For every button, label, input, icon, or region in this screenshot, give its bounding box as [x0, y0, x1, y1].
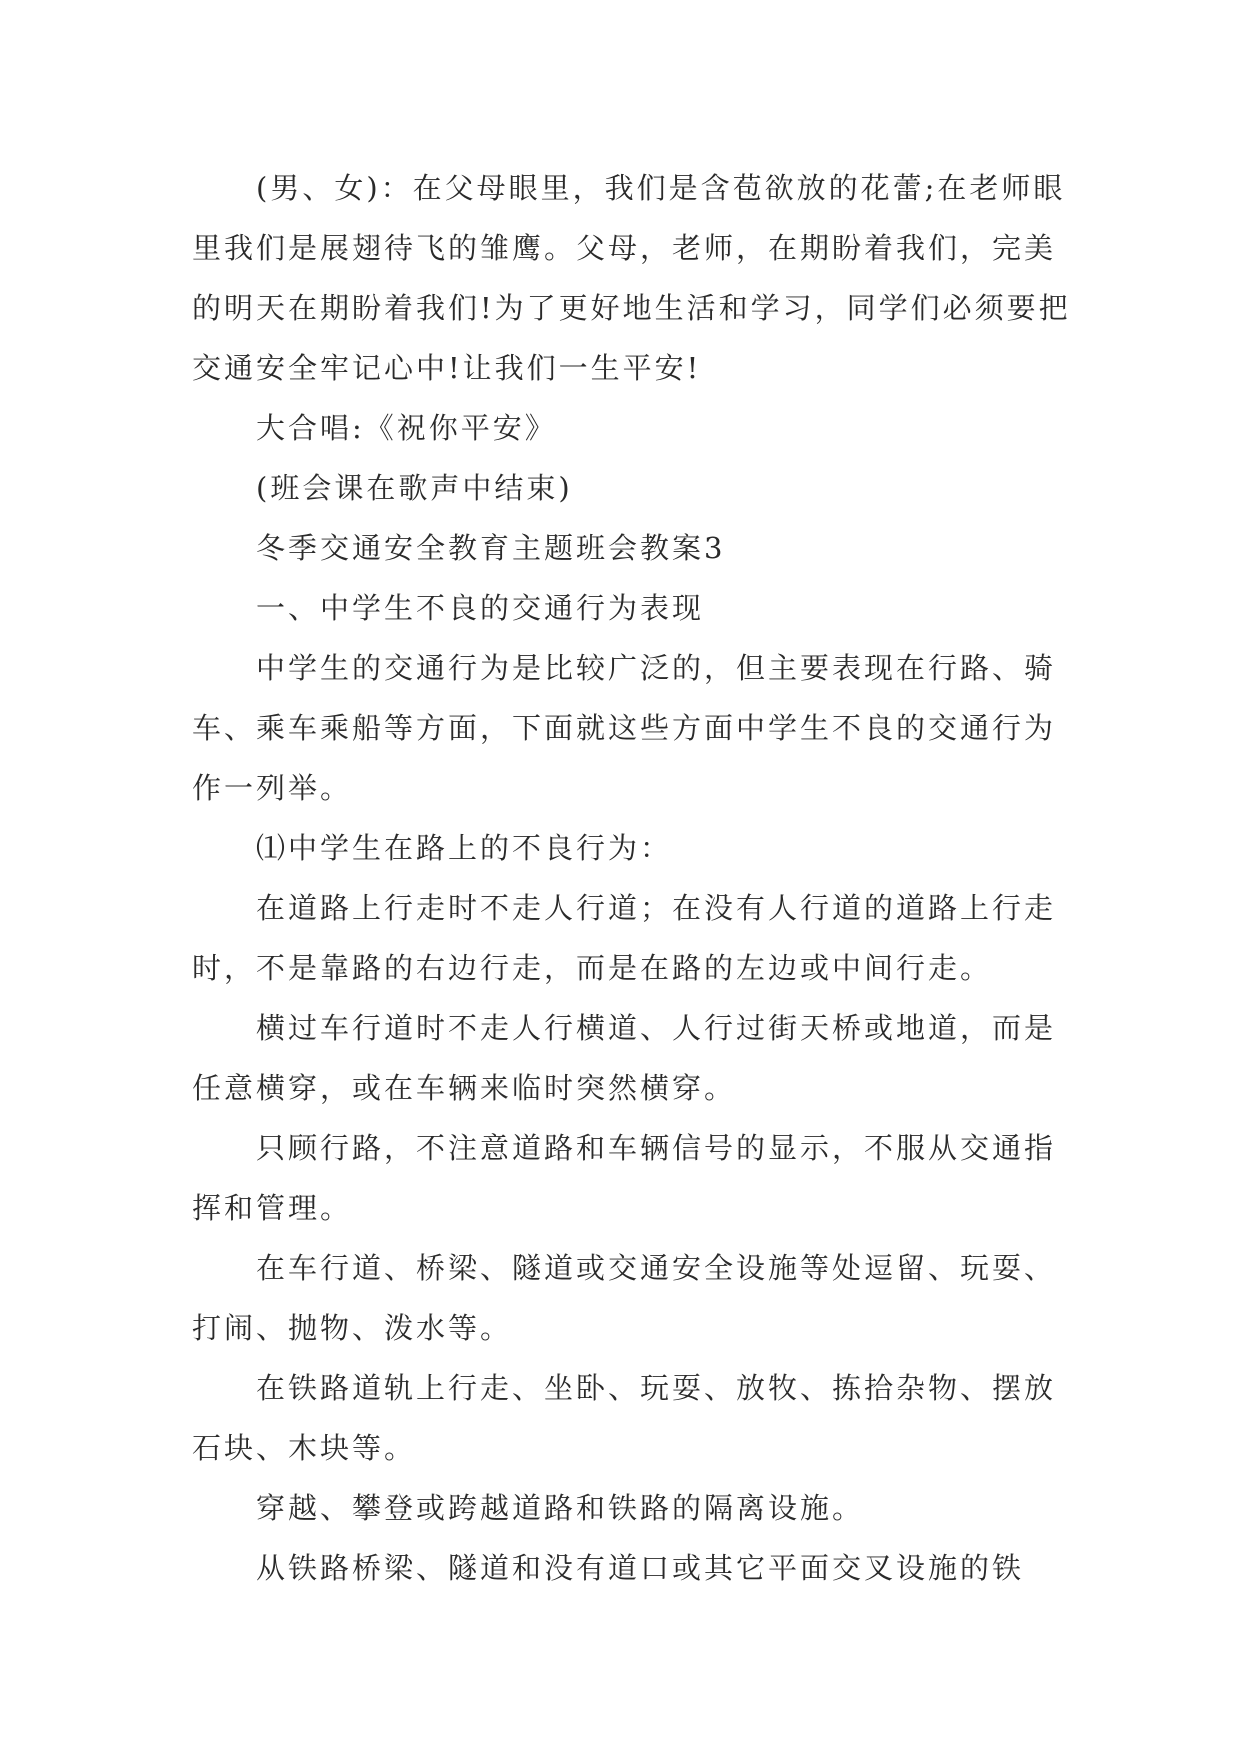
- paragraph-sidewalk: 在道路上行走时不走人行道；在没有人行道的道路上行走时，不是靠路的右边行走，而是在路的左边或中间行走。: [192, 891, 1057, 985]
- section-title: 冬季交通安全教育主题班会教案3: [256, 531, 726, 565]
- paragraph-crossing: 横过车行道时不走人行横道、人行过街天桥或地道，而是任意横穿，或在车辆来临时突然横穿。: [192, 1011, 1057, 1105]
- paragraph-signals: 只顾行路，不注意道路和车辆信号的显示，不服从交通指挥和管理。: [192, 1131, 1057, 1225]
- paragraph-class-end: (班会课在歌声中结束): [256, 471, 573, 505]
- paragraph-barriers: 穿越、攀登或跨越道路和铁路的隔离设施。: [256, 1491, 865, 1525]
- heading-bad-behaviors: 一、中学生不良的交通行为表现: [256, 591, 705, 625]
- paragraph-intro: 中学生的交通行为是比较广泛的，但主要表现在行路、骑车、乘车乘船等方面，下面就这些方面中学生不良的交通行为作一列举。: [192, 651, 1057, 805]
- paragraph-bridges: 从铁路桥梁、隧道和没有道口或其它平面交叉设施的铁: [256, 1551, 1025, 1585]
- paragraph-chorus: 大合唱:《祝你平安》: [256, 411, 557, 445]
- document-body: [192, 158, 1072, 1598]
- subheading-on-road: ⑴中学生在路上的不良行为：: [256, 831, 673, 865]
- paragraph-loitering: 在车行道、桥梁、隧道或交通安全设施等处逗留、玩耍、打闹、抛物、泼水等。: [192, 1251, 1057, 1345]
- paragraph-railway: 在铁路道轨上行走、坐卧、玩耍、放牧、拣拾杂物、摆放石块、木块等。: [192, 1371, 1057, 1465]
- paragraph-closing-speech: (男、女)：在父母眼里，我们是含苞欲放的花蕾;在老师眼里我们是展翅待飞的雏鹰。父母，老师，在期盼着我们，完美的明天在期盼着我们!为了更好地生活和学习，同学们必须要把交通安全牢记心中!让我们一生平安!: [192, 171, 1071, 385]
